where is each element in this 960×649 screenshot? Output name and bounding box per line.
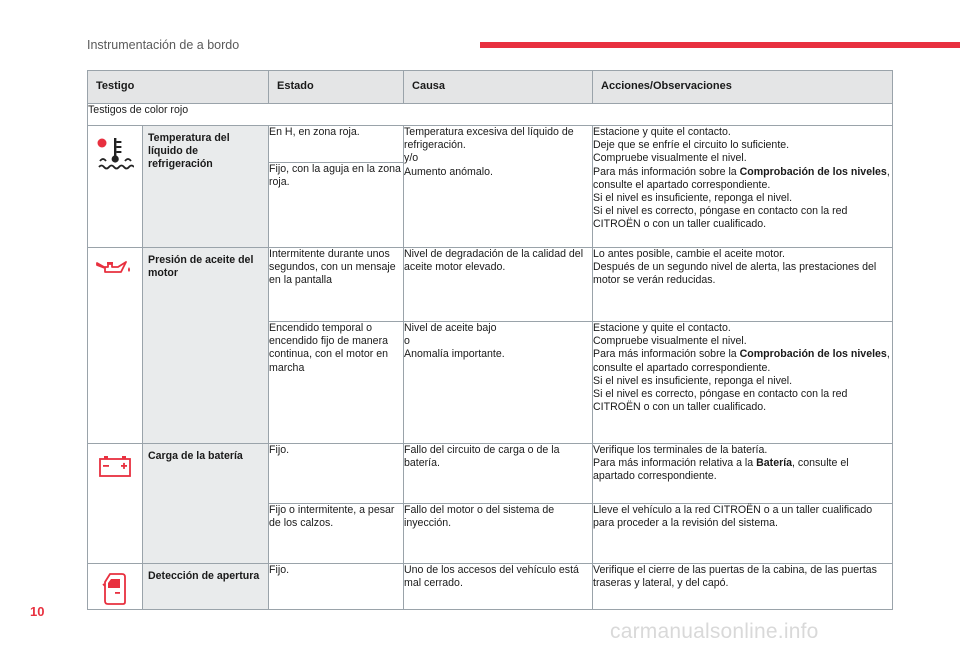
- coolant-action: [593, 126, 893, 248]
- oil-label: Presión de aceite del motor: [143, 248, 269, 444]
- header-testigo: Testigo: [88, 71, 269, 104]
- battery-state-1: Fijo.: [269, 444, 404, 504]
- action-line: [593, 457, 892, 483]
- battery-action-2: Lleve el vehículo a la red CITROËN o a un taller cualificado para proceder a la revisión del sistema.: [593, 504, 893, 564]
- header-acciones: Acciones/Observaciones: [593, 71, 893, 104]
- coolant-icon-cell: [88, 126, 143, 248]
- battery-cause-1: Fallo del circuito de carga o de la batería.: [404, 444, 593, 504]
- subheader-red-lights: Testigos de color rojo: [88, 104, 893, 126]
- levels-check-reference: Comprobación de los niveles: [739, 348, 887, 361]
- watermark: carmanualsonline.info: [610, 620, 819, 643]
- action-text: , consulte el apartado correspondiente.: [593, 165, 890, 191]
- open-door-icon: [102, 572, 128, 606]
- table-row: [88, 444, 893, 504]
- coolant-cause-line: Temperatura excesiva del líquido de refrigeración.: [404, 126, 574, 152]
- door-action: Verifique el cierre de las puertas de la cabina, de las puertas traseras y lateral, y del capó.: [593, 564, 893, 610]
- table-row: [88, 564, 893, 610]
- action-line: Después de un segundo nivel de alerta, las prestaciones del motor se verán reducidas.: [593, 261, 877, 287]
- action-text: , consulte el apartado correspondiente.: [593, 348, 890, 374]
- action-line: [593, 166, 892, 192]
- levels-check-reference: Comprobación de los niveles: [739, 165, 887, 178]
- coolant-cause-line: y/o: [404, 152, 419, 165]
- action-line: Si el nivel es correcto, póngase en contacto con la red CITROËN o con un taller cualificado.: [593, 388, 848, 414]
- table-header-row: [88, 71, 893, 104]
- action-line: Estacione y quite el contacto.: [593, 322, 731, 334]
- door-cause: Uno de los accesos del vehículo está mal cerrado.: [404, 564, 593, 610]
- coolant-label: Temperatura del líquido de refrigeración: [143, 126, 269, 248]
- action-line: Estacione y quite el contacto.: [593, 126, 731, 138]
- battery-label: Carga de la batería: [143, 444, 269, 564]
- page-header: Instrumentación de a bordo: [87, 38, 240, 52]
- battery-action-1: [593, 444, 893, 504]
- coolant-temperature-icon: [96, 136, 134, 172]
- oil-state-2: Encendido temporal o encendido fijo de manera continua, con el motor en marcha: [269, 322, 404, 444]
- action-line: Compruebe visualmente el nivel.: [593, 335, 747, 348]
- oil-can-icon: [96, 258, 134, 278]
- coolant-cause-line: Aumento anómalo.: [404, 165, 493, 178]
- action-line: Compruebe visualmente el nivel.: [593, 152, 747, 165]
- oil-icon-cell: [88, 248, 143, 444]
- battery-icon-cell: [88, 444, 143, 564]
- door-label: Detección de apertura: [143, 564, 269, 610]
- cause-line: Anomalía importante.: [404, 348, 505, 361]
- coolant-cause: [404, 126, 593, 248]
- battery-state-2: Fijo o intermitente, a pesar de los calzos.: [269, 504, 404, 564]
- oil-state-1: Intermitente durante unos segundos, con un mensaje en la pantalla: [269, 248, 404, 322]
- cause-line: Nivel de aceite bajo: [404, 322, 497, 334]
- oil-cause-2: [404, 322, 593, 444]
- warning-lights-table: [87, 70, 893, 610]
- action-line: Deje que se enfríe el circuito lo suficiente.: [593, 139, 790, 152]
- action-text: , consulte el apartado correspondiente.: [593, 457, 849, 483]
- action-line: Si el nivel es insuficiente, reponga el nivel.: [593, 374, 793, 387]
- subheader-row: [88, 104, 893, 126]
- header-accent-bar: [480, 42, 960, 48]
- table-row: [88, 248, 893, 322]
- action-line: Si el nivel es correcto, póngase en contacto con la red CITROËN o con un taller cualificado.: [593, 205, 848, 231]
- header-causa: Causa: [404, 71, 593, 104]
- action-line: [593, 348, 892, 374]
- header-estado: Estado: [269, 71, 404, 104]
- action-line: Verifique los terminales de la batería.: [593, 444, 768, 456]
- battery-cause-2: Fallo del motor o del sistema de inyección.: [404, 504, 593, 564]
- battery-reference: Batería: [756, 457, 793, 470]
- action-line: Lo antes posible, cambie el aceite motor.: [593, 248, 785, 260]
- action-line: Si el nivel es insuficiente, reponga el nivel.: [593, 192, 793, 205]
- oil-action-2: [593, 322, 893, 444]
- action-text: Para más información relativa a la: [593, 457, 757, 470]
- page-number: 10: [30, 604, 45, 619]
- oil-action-1: [593, 248, 893, 322]
- coolant-state-2: Fijo, con la aguja en la zona roja.: [269, 163, 404, 248]
- cause-line: o: [404, 335, 410, 348]
- coolant-state-1: En H, en zona roja.: [269, 126, 404, 163]
- action-text: Para más información sobre la: [593, 165, 740, 178]
- battery-icon: [98, 454, 132, 478]
- oil-cause-1: Nivel de degradación de la calidad del aceite motor elevado.: [404, 248, 593, 322]
- door-icon-cell: [88, 564, 143, 610]
- action-text: Para más información sobre la: [593, 348, 740, 361]
- table-row: [88, 126, 893, 163]
- door-state: Fijo.: [269, 564, 404, 610]
